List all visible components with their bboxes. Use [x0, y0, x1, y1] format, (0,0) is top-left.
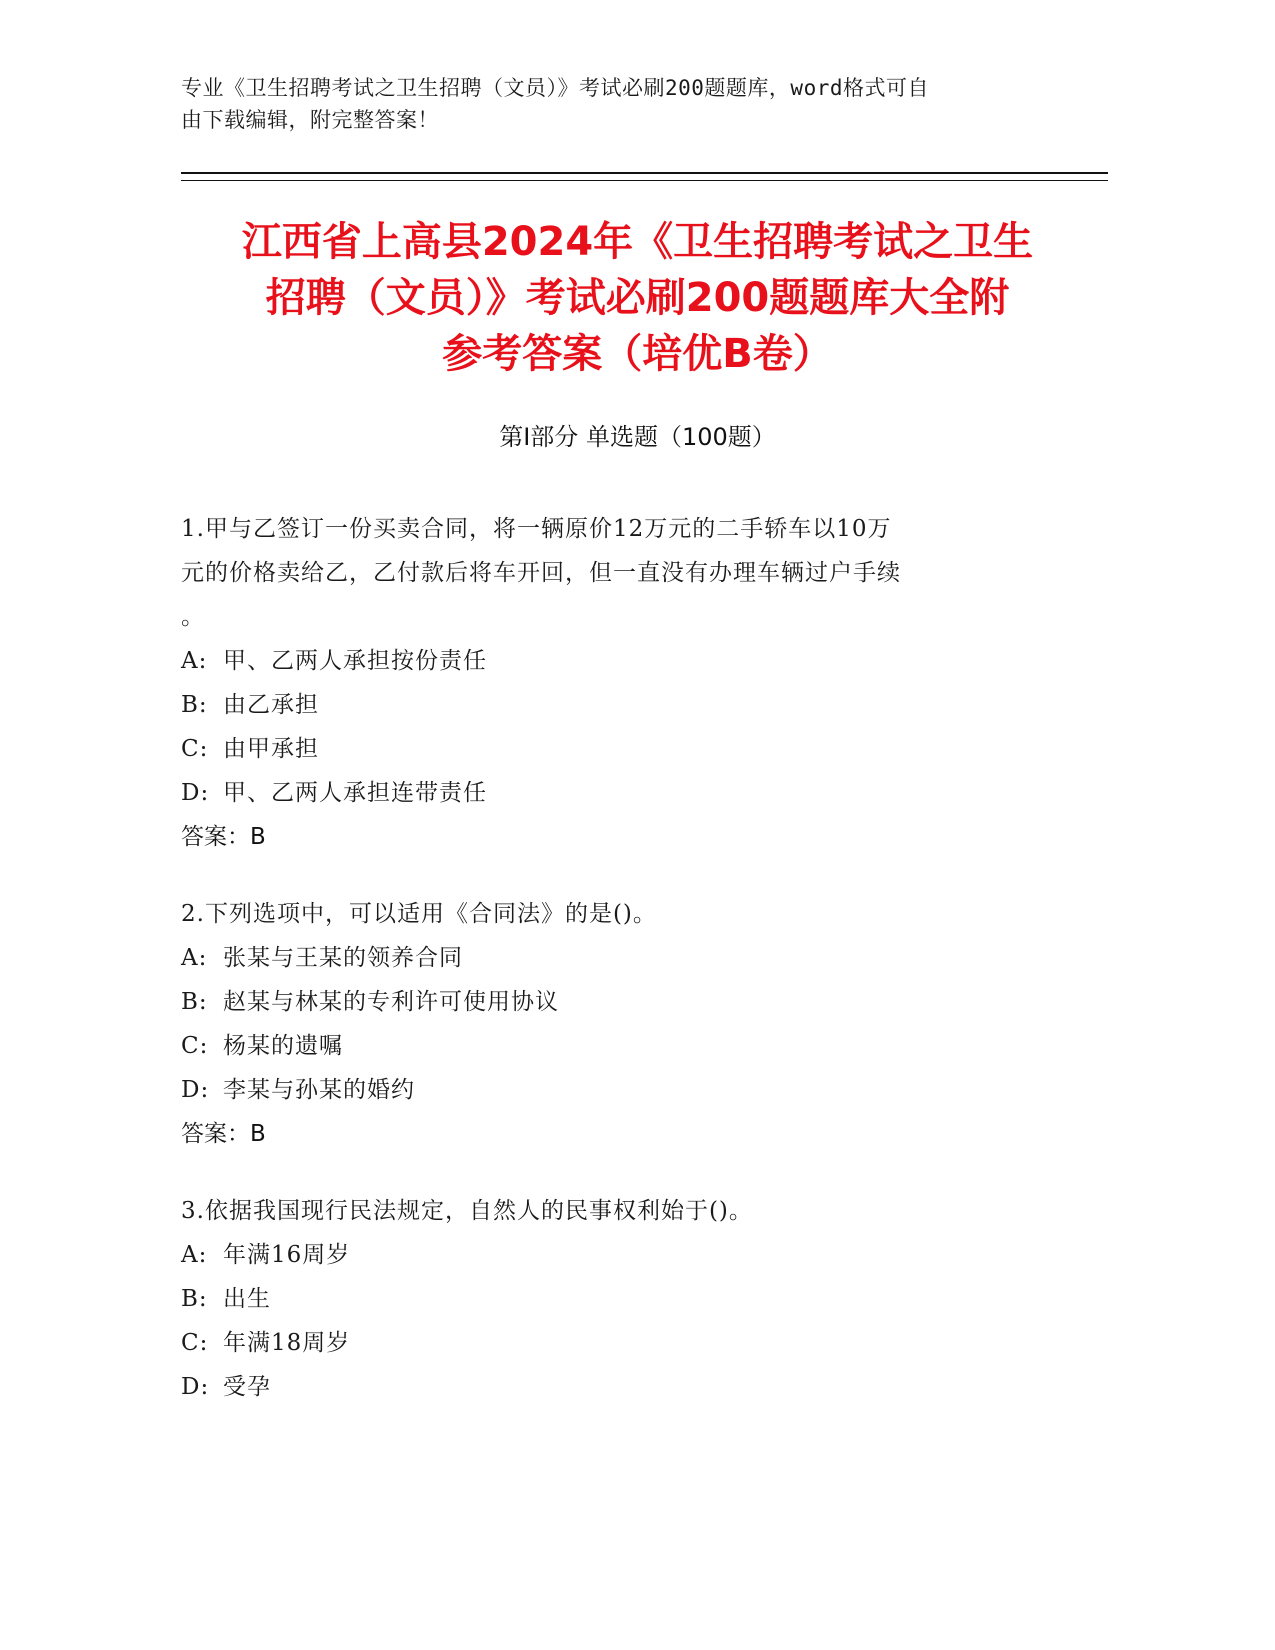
- section-heading: 第Ⅰ部分 单选题（100题）: [499, 423, 776, 451]
- header-divider-thick: [181, 172, 1108, 174]
- option-key: A:: [181, 1242, 208, 1268]
- option-c: [181, 727, 1041, 771]
- option-d: [181, 1365, 1041, 1409]
- answer-line: 答案：B: [181, 1121, 266, 1147]
- option-text: 由乙承担: [223, 692, 319, 718]
- title-line: 招聘（文员）》考试必刷200题题库大全附: [265, 275, 1010, 321]
- question-stem: 2.下列选项中，可以适用《合同法》的是()。: [181, 901, 657, 927]
- question-stem: 元的价格卖给乙，乙付款后将车开回，但一直没有办理车辆过户手续: [181, 560, 901, 586]
- option-text: 甲、乙两人承担连带责任: [223, 780, 487, 806]
- option-text: 赵某与林某的专利许可使用协议: [223, 989, 559, 1015]
- option-a: [181, 936, 1041, 980]
- header-divider-thin: [181, 180, 1108, 181]
- option-key: B:: [181, 1286, 208, 1312]
- title-line: 江西省上高县2024年《卫生招聘考试之卫生: [241, 219, 1034, 265]
- option-key: C:: [181, 1033, 209, 1059]
- option-b: [181, 1277, 1041, 1321]
- option-key: B:: [181, 989, 208, 1015]
- option-d: [181, 1068, 1041, 1112]
- option-key: C:: [181, 736, 209, 762]
- option-key: A:: [181, 945, 208, 971]
- option-key: C:: [181, 1330, 209, 1356]
- option-text: 出生: [223, 1286, 271, 1312]
- question-stem: 。: [181, 604, 205, 630]
- option-b: [181, 683, 1041, 727]
- title-line: 参考答案（培优B卷）: [442, 331, 833, 377]
- option-key: D:: [181, 1077, 210, 1103]
- option-d: [181, 771, 1041, 815]
- option-key: D:: [181, 780, 210, 806]
- option-a: [181, 1233, 1041, 1277]
- question-3: [181, 1189, 1041, 1409]
- option-b: [181, 980, 1041, 1024]
- option-text: 年满18周岁: [223, 1330, 351, 1356]
- option-text: 受孕: [223, 1374, 271, 1400]
- option-key: D:: [181, 1374, 210, 1400]
- option-text: 由甲承担: [223, 736, 319, 762]
- answer-line: 答案：B: [181, 824, 266, 850]
- option-key: A:: [181, 648, 208, 674]
- option-text: 年满16周岁: [223, 1242, 351, 1268]
- question-stem: 1.甲与乙签订一份买卖合同，将一辆原价12万元的二手轿车以10万: [181, 516, 892, 542]
- question-list: [181, 507, 1041, 1442]
- header-note: [181, 72, 1041, 136]
- option-text: 甲、乙两人承担按份责任: [223, 648, 487, 674]
- header-note-line: 由下载编辑，附完整答案！: [181, 108, 439, 132]
- option-text: 张某与王某的领养合同: [223, 945, 463, 971]
- question-stem: 3.依据我国现行民法规定，自然人的民事权利始于()。: [181, 1198, 753, 1224]
- option-c: [181, 1024, 1041, 1068]
- option-key: B:: [181, 692, 208, 718]
- document-title: [150, 214, 1125, 382]
- question-1: [181, 507, 1041, 859]
- header-note-line: 专业《卫生招聘考试之卫生招聘（文员）》考试必刷200题题库，word格式可自: [181, 76, 929, 100]
- question-2: [181, 892, 1041, 1156]
- option-text: 李某与孙某的婚约: [223, 1077, 415, 1103]
- option-c: [181, 1321, 1041, 1365]
- option-a: [181, 639, 1041, 683]
- option-text: 杨某的遗嘱: [223, 1033, 343, 1059]
